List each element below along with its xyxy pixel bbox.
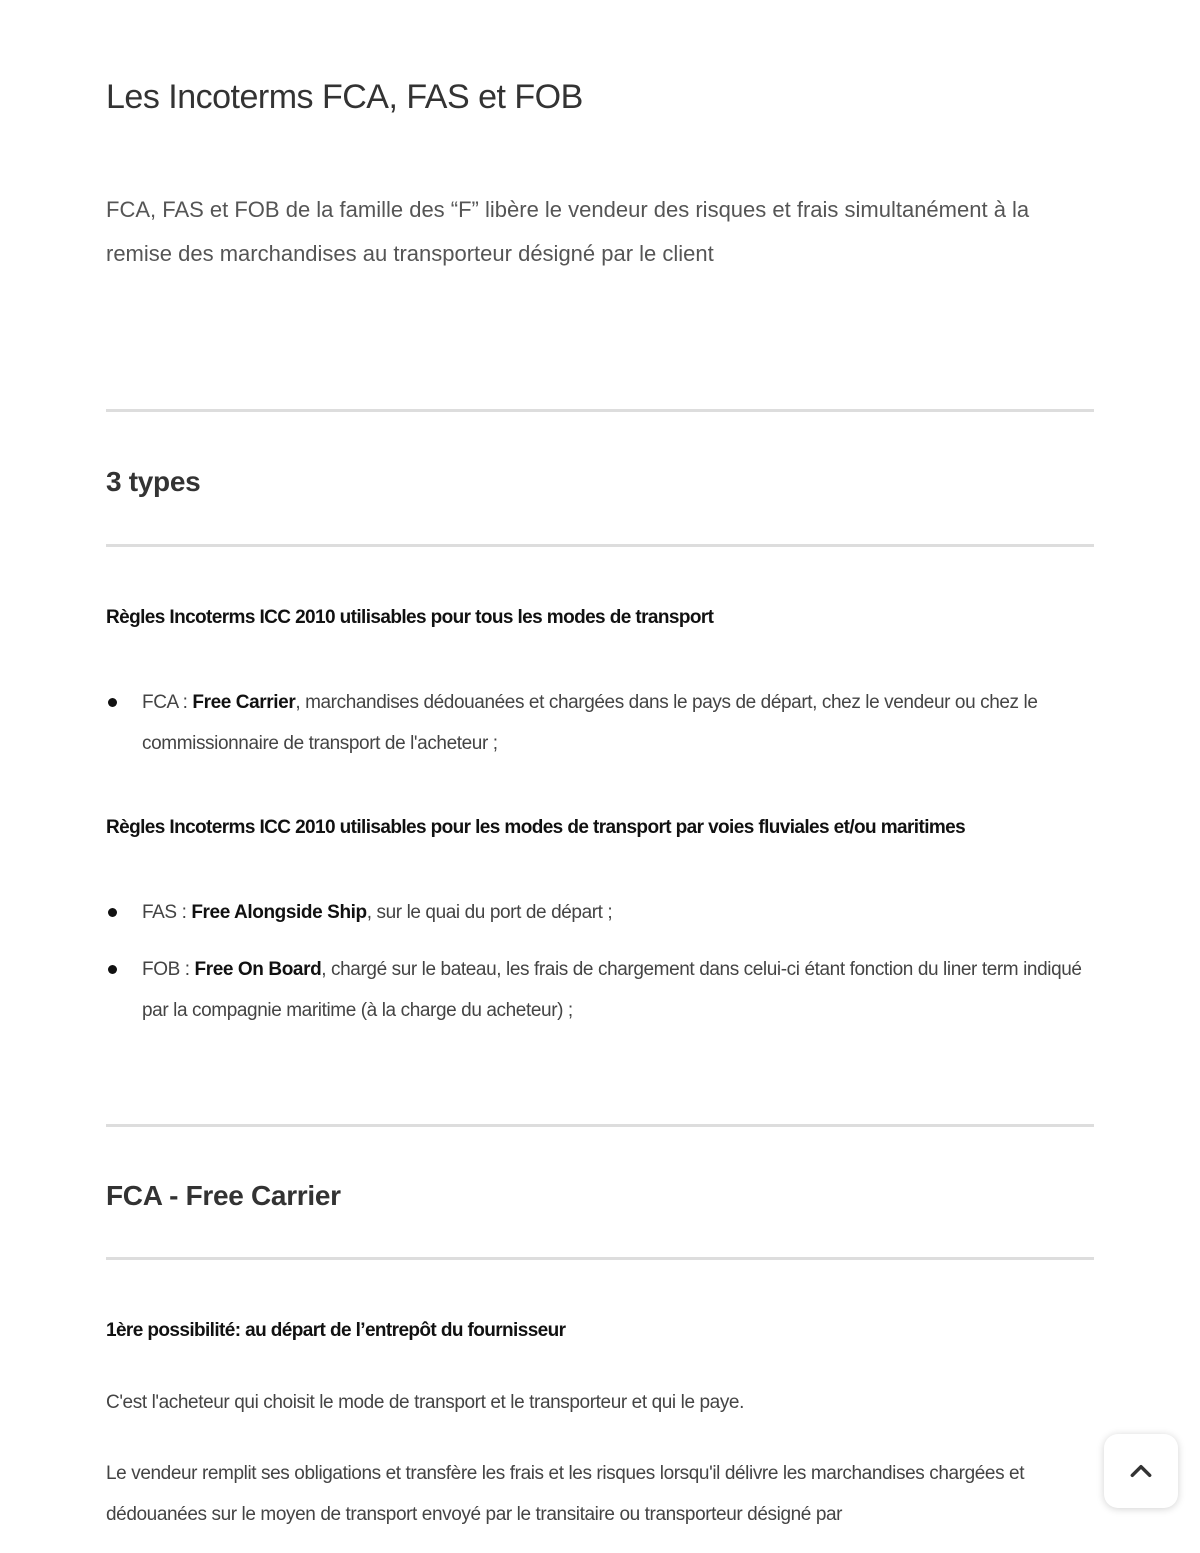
item-code: FCA : bbox=[142, 692, 193, 713]
section-heading-types: 3 types bbox=[106, 466, 201, 497]
incoterm-list-maritime bbox=[106, 892, 1094, 1047]
page-title: Les Incoterms FCA, FAS et FOB bbox=[106, 78, 583, 116]
scroll-to-top-button[interactable] bbox=[1104, 1434, 1178, 1508]
fca-subheading: 1ère possibilité: au départ de l’entrepôt du fournisseur bbox=[106, 1320, 566, 1341]
divider bbox=[106, 1257, 1094, 1260]
bullet-icon bbox=[108, 965, 117, 974]
list-item bbox=[106, 949, 1094, 1031]
list-item bbox=[106, 892, 1094, 933]
item-name: Free On Board bbox=[194, 959, 322, 980]
item-name: Free Alongside Ship bbox=[191, 902, 367, 923]
divider bbox=[106, 409, 1094, 412]
fca-paragraph-2: Le vendeur remplit ses obligations et transfère les frais et les risques lorsqu'il délivre les marchandises chargées et dédouanées sur le moyen de transport envoyé par le transitaire ou transporteur désigné par bbox=[106, 1463, 1025, 1525]
chevron-up-icon bbox=[1128, 1458, 1154, 1484]
intro-paragraph: FCA, FAS et FOB de la famille des “F” libère le vendeur des risques et frais simultanément à la remise des marchandises au transporteur désigné par le client bbox=[106, 197, 1030, 266]
list-item bbox=[106, 682, 1094, 764]
bullet-icon bbox=[108, 698, 117, 707]
item-desc: , chargé sur le bateau, les frais de chargement dans celui-ci étant fonction du liner term indiqué par la compagnie maritime (à la charge du acheteur) ; bbox=[142, 959, 1082, 1021]
item-code: FOB : bbox=[142, 959, 195, 980]
bullet-icon bbox=[108, 908, 117, 917]
item-code: FAS : bbox=[142, 902, 192, 923]
group-title-maritime: Règles Incoterms ICC 2010 utilisables pour les modes de transport par voies fluviales et/ou maritimes bbox=[106, 817, 966, 838]
incoterm-list-all-modes bbox=[106, 682, 1094, 780]
section-heading-fca: FCA - Free Carrier bbox=[106, 1180, 341, 1211]
divider bbox=[106, 544, 1094, 547]
divider bbox=[106, 1124, 1094, 1127]
item-name: Free Carrier bbox=[192, 692, 296, 713]
item-desc: , marchandises dédouanées et chargées dans le pays de départ, chez le vendeur ou chez le commissionnaire de transport de l'acheteur ; bbox=[142, 692, 1038, 754]
fca-paragraph-1: C'est l'acheteur qui choisit le mode de transport et le transporteur et qui le paye. bbox=[106, 1392, 744, 1413]
item-desc: , sur le quai du port de départ ; bbox=[366, 902, 613, 923]
group-title-all-modes: Règles Incoterms ICC 2010 utilisables pour tous les modes de transport bbox=[106, 607, 714, 628]
